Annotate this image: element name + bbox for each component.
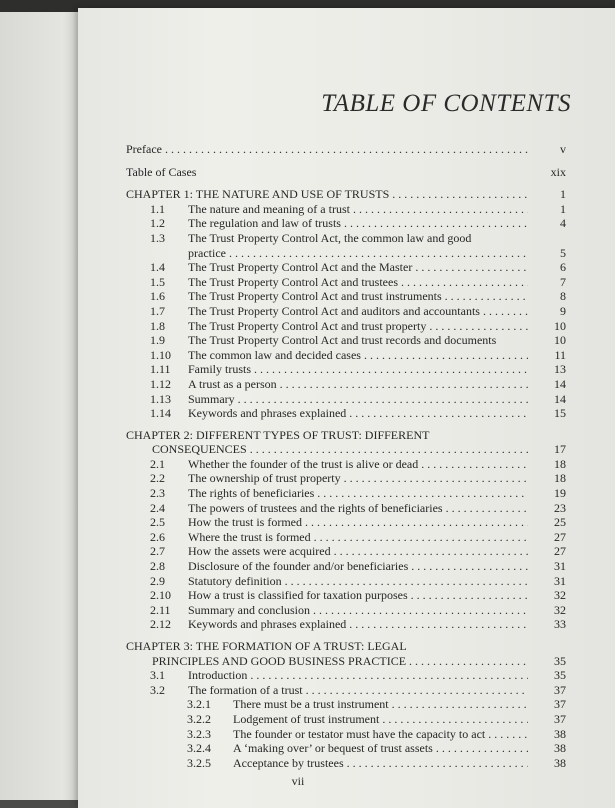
entry-page: 5 xyxy=(560,245,566,260)
entry-page: 6 xyxy=(560,260,566,275)
entry-page: 9 xyxy=(560,303,566,318)
entry-text: How a trust is classified for taxation purposes . . . xyxy=(188,588,528,603)
section-number: 2.2 xyxy=(150,471,165,486)
entry-page: 27 xyxy=(554,529,566,544)
toc-entry xyxy=(126,530,566,545)
entry-page: 14 xyxy=(554,376,566,391)
page-number: vii xyxy=(291,774,305,788)
toc-entry xyxy=(126,486,566,501)
section-number: 2.3 xyxy=(150,486,165,501)
entry-text: Acceptance by trustees . . . xyxy=(233,756,528,771)
section-number: 2.1 xyxy=(150,456,165,471)
toc-entry xyxy=(126,668,566,683)
entry-text: The Trust Property Control Act and trustees . . . xyxy=(188,275,528,290)
section-number: 3.2.3 xyxy=(187,726,211,741)
section-number: 2.4 xyxy=(150,500,165,515)
entry-page: 17 xyxy=(554,442,566,457)
section-number: 2.10 xyxy=(150,588,171,603)
section-number: 3.2.2 xyxy=(187,711,211,726)
entry-page: 1 xyxy=(560,187,566,202)
chapter-heading: CHAPTER 2: DIFFERENT TYPES OF TRUST: DIFFERENT xyxy=(126,427,430,442)
section-number: 3.2.1 xyxy=(187,697,211,712)
entry-text: Statutory definition . . . xyxy=(188,574,528,589)
entry-page: 38 xyxy=(554,726,566,741)
entry-text: The Trust Property Control Act and auditors and accountants . . . xyxy=(188,304,528,319)
entry-page: 37 xyxy=(554,682,566,697)
toc-chapter-2 xyxy=(126,428,566,443)
toc-entry xyxy=(126,260,566,275)
toc-entry xyxy=(126,471,566,486)
entry-page: 11 xyxy=(554,347,566,362)
entry-page: xix xyxy=(550,164,566,179)
section-number: 1.2 xyxy=(150,216,165,231)
toc-entry xyxy=(126,617,566,632)
entry-page: 4 xyxy=(560,216,566,231)
toc-chapter-2-continuation xyxy=(126,442,566,457)
entry-page: 35 xyxy=(554,653,566,668)
toc-entry xyxy=(126,406,566,421)
entry-page: 15 xyxy=(554,406,566,421)
entry-page: 27 xyxy=(554,544,566,559)
entry-text: Preface . . . xyxy=(126,142,528,157)
section-number: 2.8 xyxy=(150,559,165,574)
section-number: 2.11 xyxy=(150,602,171,617)
section-number: 2.5 xyxy=(150,515,165,530)
entry-text: The rights of beneficiaries . . . xyxy=(188,486,528,501)
entry-text: Introduction . . . xyxy=(188,668,528,683)
section-number: 1.7 xyxy=(150,303,165,318)
section-number: 3.2.5 xyxy=(187,755,211,770)
toc-entry xyxy=(126,231,566,246)
section-number: 3.2 xyxy=(150,682,165,697)
chapter-heading: CONSEQUENCES . . . xyxy=(152,442,528,457)
entry-page: 25 xyxy=(554,515,566,530)
entry-text: practice . . . xyxy=(188,246,528,261)
toc-entry xyxy=(126,544,566,559)
toc-entry xyxy=(126,377,566,392)
entry-text: Table of Cases xyxy=(126,164,197,179)
section-number: 1.3 xyxy=(150,230,165,245)
entry-page: 31 xyxy=(554,573,566,588)
entry-page: 32 xyxy=(554,602,566,617)
chapter-heading: CHAPTER 3: THE FORMATION OF A TRUST: LEGAL xyxy=(126,639,407,653)
section-number: 1.4 xyxy=(150,260,165,275)
toc-entry xyxy=(126,319,566,334)
entry-text: Family trusts . . . xyxy=(188,362,528,377)
section-number: 1.8 xyxy=(150,318,165,333)
toc-entry xyxy=(126,559,566,574)
entry-page: 32 xyxy=(554,588,566,603)
entry-page: 10 xyxy=(554,318,566,333)
entry-text: The regulation and law of trusts . . . xyxy=(188,216,528,231)
entry-text: Summary . . . xyxy=(188,392,528,407)
book-page xyxy=(78,8,615,808)
entry-page: 37 xyxy=(554,697,566,712)
entry-page: 18 xyxy=(554,471,566,486)
entry-page: 37 xyxy=(554,711,566,726)
entry-text: Summary and conclusion . . . xyxy=(188,603,528,618)
toc-entry xyxy=(126,202,566,217)
toc-subentry xyxy=(126,756,566,771)
entry-text: A trust as a person . . . xyxy=(188,377,528,392)
entry-page: 14 xyxy=(554,391,566,406)
toc-entry xyxy=(126,216,566,231)
toc-entry xyxy=(126,683,566,698)
toc-entry xyxy=(126,457,566,472)
section-number: 1.13 xyxy=(150,391,171,406)
entry-page: v xyxy=(560,142,566,156)
entry-page: 23 xyxy=(554,500,566,515)
entry-text: The ownership of trust property . . . xyxy=(188,471,528,486)
chapter-heading: PRINCIPLES AND GOOD BUSINESS PRACTICE . . . xyxy=(152,654,528,669)
entry-text: The Trust Property Control Act and the Master . . . xyxy=(188,260,528,275)
section-number: 2.9 xyxy=(150,573,165,588)
entry-text: How the assets were acquired . . . xyxy=(188,544,528,559)
entry-text: How the trust is formed . . . xyxy=(188,515,528,530)
entry-page: 35 xyxy=(554,668,566,683)
toc-subentry xyxy=(126,712,566,727)
toc-entry xyxy=(126,574,566,589)
entry-page: 1 xyxy=(560,201,566,216)
entry-text: The Trust Property Control Act and trust instruments . . . xyxy=(188,289,528,304)
entry-text: Keywords and phrases explained . . . xyxy=(188,406,528,421)
toc-chapter-3 xyxy=(126,639,566,654)
toc-subentry xyxy=(126,741,566,756)
toc-entry xyxy=(126,515,566,530)
section-number: 1.11 xyxy=(150,362,171,377)
entry-text: Keywords and phrases explained . . . xyxy=(188,617,528,632)
toc-entry-preface xyxy=(126,142,566,157)
toc-entry xyxy=(126,588,566,603)
entry-page: 13 xyxy=(554,362,566,377)
entry-text: A ‘making over’ or bequest of trust assets . . . xyxy=(233,741,528,756)
entry-text: The Trust Property Control Act and trust property . . . xyxy=(188,319,528,334)
entry-text: Lodgement of trust instrument . . . xyxy=(233,712,528,727)
chapter-heading: CHAPTER 1: THE NATURE AND USE OF TRUSTS . . . xyxy=(126,187,528,202)
section-number: 1.5 xyxy=(150,274,165,289)
section-number: 1.1 xyxy=(150,201,165,216)
entry-text: There must be a trust instrument . . . xyxy=(233,697,528,712)
section-number: 2.12 xyxy=(150,617,171,632)
section-number: 1.9 xyxy=(150,333,165,348)
entry-text: Where the trust is formed . . . xyxy=(188,530,528,545)
section-number: 2.6 xyxy=(150,529,165,544)
section-number: 3.2.4 xyxy=(187,741,211,756)
toc-chapter-1 xyxy=(126,187,566,202)
section-number: 1.14 xyxy=(150,406,171,421)
toc-entry-table-of-cases xyxy=(126,165,566,180)
background-surface-left xyxy=(0,0,90,800)
entry-text: The founder or testator must have the capacity to act . . . xyxy=(233,727,528,742)
toc-entry xyxy=(126,348,566,363)
toc-entry xyxy=(126,289,566,304)
table-of-contents xyxy=(126,142,566,770)
toc-subentry xyxy=(126,697,566,712)
entry-text: Disclosure of the founder and/or beneficiaries . . . xyxy=(188,559,528,574)
entry-text: The formation of a trust . . . xyxy=(188,683,528,698)
toc-subentry xyxy=(126,727,566,742)
entry-page: 8 xyxy=(560,289,566,304)
section-number: 1.12 xyxy=(150,376,171,391)
toc-entry xyxy=(126,304,566,319)
entry-text: The Trust Property Control Act and trust records and documents xyxy=(188,333,497,348)
toc-entry xyxy=(126,603,566,618)
entry-text: The nature and meaning of a trust . . . xyxy=(188,202,528,217)
toc-entry-continuation xyxy=(126,246,566,261)
toc-entry xyxy=(126,392,566,407)
section-number: 1.6 xyxy=(150,289,165,304)
entry-text: The common law and decided cases . . . xyxy=(188,348,528,363)
entry-text: The powers of trustees and the rights of beneficiaries . . . xyxy=(188,501,528,516)
entry-page: 19 xyxy=(554,486,566,501)
toc-chapter-3-continuation xyxy=(126,654,566,669)
section-number: 1.10 xyxy=(150,347,171,362)
entry-text: The Trust Property Control Act, the common law and good xyxy=(188,230,472,245)
section-number: 2.7 xyxy=(150,544,165,559)
toc-entry xyxy=(126,275,566,290)
entry-page: 18 xyxy=(554,456,566,471)
entry-page: 31 xyxy=(554,559,566,574)
section-number: 3.1 xyxy=(150,668,165,683)
entry-page: 10 xyxy=(554,333,566,348)
toc-entry xyxy=(126,333,566,348)
toc-entry xyxy=(126,501,566,516)
page-title: TABLE OF CONTENTS xyxy=(321,90,571,117)
entry-page: 38 xyxy=(554,755,566,770)
toc-entry xyxy=(126,362,566,377)
entry-page: 7 xyxy=(560,274,566,289)
entry-page: 33 xyxy=(554,617,566,632)
entry-page: 38 xyxy=(554,741,566,756)
entry-text: Whether the founder of the trust is alive or dead . . . xyxy=(188,457,528,472)
